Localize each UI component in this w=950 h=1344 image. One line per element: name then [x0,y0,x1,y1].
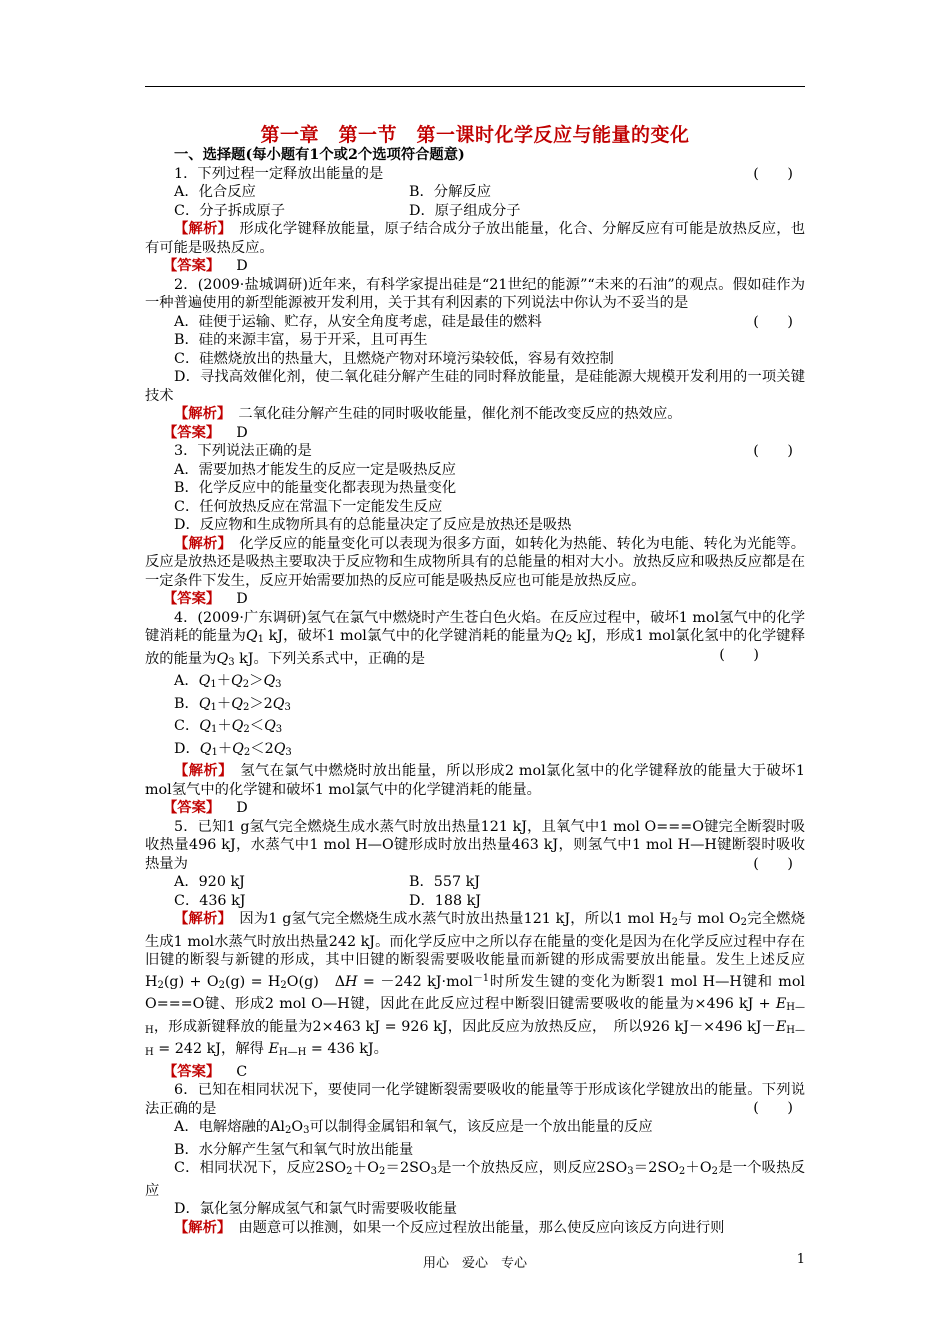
document-page [145,0,805,1344]
question-1-analysis: 【解析】 形成化学键释放能量，原子结合成分子放出能量，化合、分解反应有可能是放热反应，也有可能是吸热反应。 [145,221,806,256]
question-1-options-cd: C．分子拆成原子 D．原子组成分子 [174,202,521,219]
question-4-analysis: 【解析】 氢气在氯气中燃烧时放出能量，所以形成2 mol氯化氢中的化学键释放的能量大于破坏1 mol氢气中的化学键和破坏1 mol氯气中的化学键消耗的能量。 [145,763,805,798]
question-2-stem: 2．(2009·盐城调研)近年来，有科学家提出硅是“21世纪的能源”“未来的石油”的观点。假如硅作为一种普遍使用的新型能源被开发利用，关于其有利因素的下列说法中你认为不妥当的是 ( ) [145,276,805,330]
question-1-options-ab: A．化合反应 B．分解反应 [174,184,491,200]
question-6-analysis: 【解析】 由题意可以推测，如果一个反应过程放出能量，那么使反应向该反方向进行则 [174,1219,725,1236]
question-1-answer: 【答案】 D [163,258,248,274]
page-footer [145,1252,805,1271]
question-2-analysis: 【解析】 二氧化硅分解产生硅的同时吸收能量，催化剂不能改变反应的热效应。 [174,406,682,422]
question-6-option-d: D．氯化氢分解成氢气和氯气时需要吸收能量 [174,1201,458,1217]
question-1-stem: 1．下列过程一定释放出能量的是 ( ) [174,165,793,182]
question-4-answer: 【答案】 D [163,800,248,816]
question-5-answer: 【答案】 C [163,1063,248,1080]
question-2-option-a: A．硅便于运输、贮存，从安全角度考虑，硅是最佳的燃料 [174,313,542,330]
question-3-analysis: 【解析】 化学反应的能量变化可以表现为很多方面，如转化为热能、转化为电能、转化为光能等。反应是放热还是吸热主要取决于反应物和生成物所具有的总能量的相对大小。放热反应和吸热反应都是在一定条件下发生，反应开始需要加热的反应可能是吸热反应也可能是放热反应。 [145,535,806,589]
footer-motto: 用心 爱心 专心 [422,1256,527,1271]
document-body [145,146,805,1237]
question-2-option-b: B．硅的来源丰富，易于开采，且可再生 [174,332,428,348]
section-heading: 一、选择题(每小题有1个或2个选项符合题意) [174,147,465,163]
page-number: 1 [796,1252,805,1267]
question-3-option-d: D．反应物和生成物所具有的总能量决定了反应是放热还是吸热 [174,517,572,533]
question-6-option-a: A．电解熔融的$Al_2O_3$可以制得金属铝和氧气，该反应是一个放出能量的反应 [174,1119,653,1136]
question-6-option-b: B．水分解产生氢气和氧气时放出能量 [174,1141,414,1158]
question-2-option-c: C．硅燃烧放出的热量大，且燃烧产物对环境污染较低，容易有效控制 [174,350,614,367]
question-4-stem: 4．(2009·广东调研)氢气在氯气中燃烧时产生苍白色火焰。在反应过程中，破坏1 mol氢气中的化学键消耗的能量为$Q_1$ kJ，破坏1 mol氯气中的化学键消耗的能量为$Q_2$ kJ，形成1 mol氯化氢中的化学键释放的能量为$Q_3$ kJ。下列关系式中，正确的是 ( ) [145,609,805,668]
question-4-option-c: C．$Q_1+Q_2<Q_3$ [174,718,283,735]
question-4-option-a: A．$Q_1+Q_2>Q_3$ [174,673,282,690]
question-3-option-b: B．化学反应中的能量变化都表现为热量变化 [174,480,457,496]
question-3-stem: 3．下列说法正确的是 ( ) [174,443,793,459]
question-4-option-d: D．$Q_1+Q_2<2Q_3$ [174,740,292,758]
question-5-options-ab: A．920 kJ B．557 kJ [174,874,481,890]
question-3-answer: 【答案】 D [163,591,248,607]
question-3-option-a: A．需要加热才能发生的反应一定是吸热反应 [174,461,456,478]
question-4-option-b: B．$Q_1+Q_2>2Q_3$ [174,695,291,713]
question-3-option-c: C．任何放热反应在常温下一定能发生反应 [174,498,443,515]
header-rule [145,86,805,87]
question-5-analysis: 【解析】 因为1 g氢气完全燃烧生成水蒸气时放出热量121 kJ，所以1 mol $H_2$与 mol $O_2$完全燃烧生成1 mol水蒸气时放出热量242 kJ。而化学反应中之所以存在能量的变化是因为在化学反应过程中存在旧键的断裂与新键的形成，其中旧键的断裂需要吸收能量而新键的形成需要放出能量。发生上述反应 $H_2(g) + O_2(g) = H_2O(g)$ ΔH = －242 kJ·mol$^{-1}$时所发生键的变化为断裂1 mol H—H键和 mol O===O键、形成2 mol O—H键，因此在此反应过程中断裂旧键需要吸收的能量为×496 kJ + $E_{H—H}$，形成新键释放的能量为2×463 kJ = 926 kJ，因此反应为放热反应， 所以926 kJ－×496 $kJ-E_{H—H} = 242$ kJ，解得 $E_{H—H} = 436$ kJ。 [145,911,806,1058]
question-6-option-c: C．相同状况下，反应$2SO_2+O_2=2SO_3$是一个放热反应，则反应$2SO_3=2SO_2+O_2$是一个吸热反应 [145,1160,805,1199]
question-5-stem: 5．已知1 g氢气完全燃烧生成水蒸气时放出热量121 kJ，且氧气中1 mol O===O键完全断裂时吸收热量496 kJ，水蒸气中1 mol H—O键形成时放出热量463 kJ，则氢气中1 mol H—H键断裂时吸收热量为 ( ) [145,818,805,872]
question-5-options-cd: C．436 kJ D．188 kJ [174,892,481,909]
question-2-answer: 【答案】 D [163,424,248,441]
question-6-stem: 6．已知在相同状况下，要使同一化学键断裂需要吸收的能量等于形成该化学键放出的能量。下列说法正确的是 ( ) [145,1082,805,1117]
page-title: 第一章 第一节 第一课时化学反应与能量的变化 [260,124,690,146]
question-2-option-d: D．寻找高效催化剂，使二氧化硅分解产生硅的同时释放能量，是硅能源大规模开发利用的一项关键技术 [145,369,805,404]
